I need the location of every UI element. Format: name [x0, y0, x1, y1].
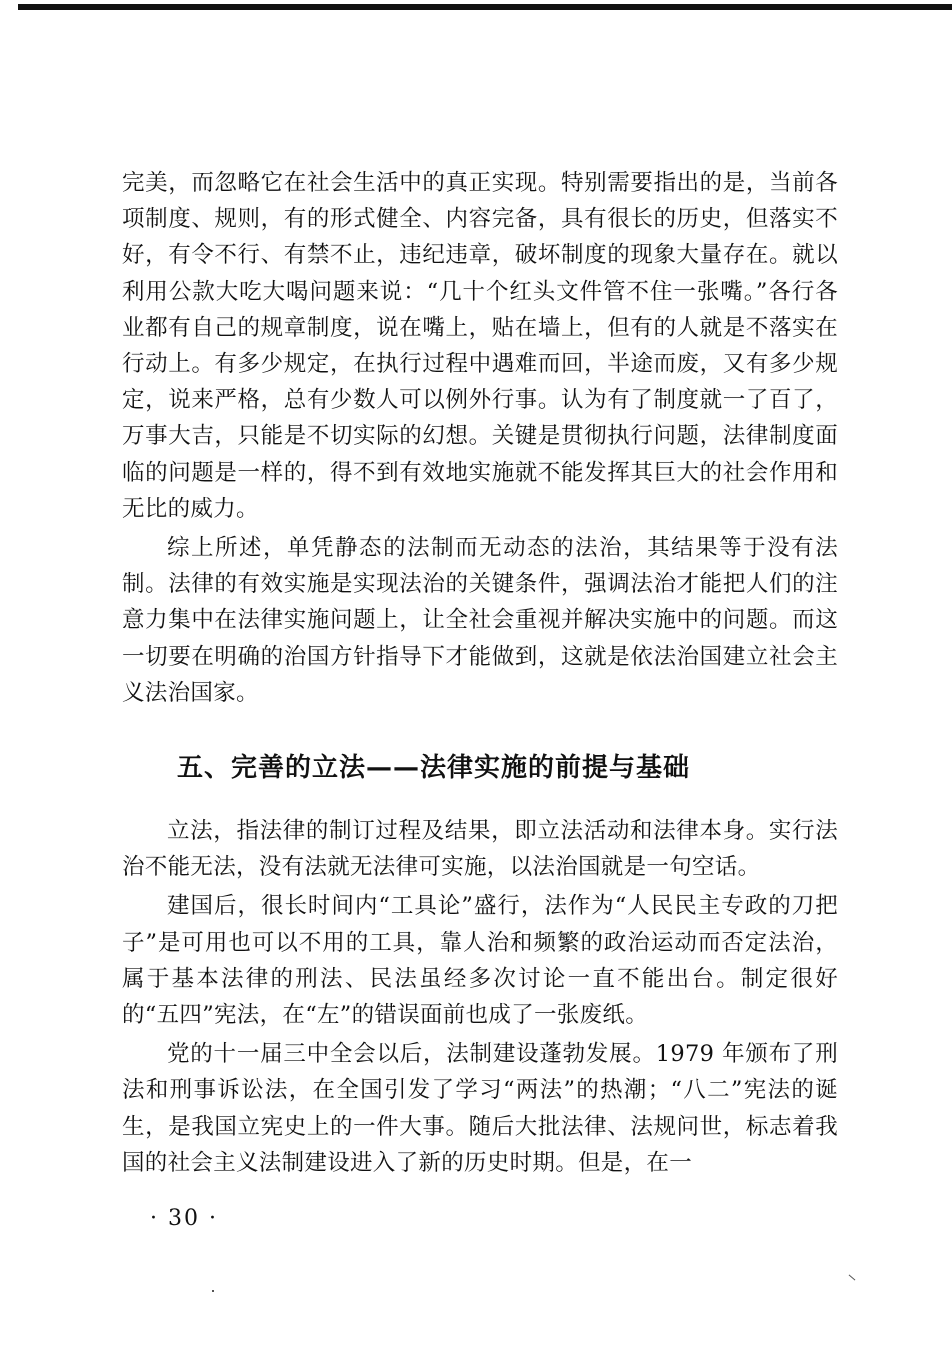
top-border-rule	[18, 4, 952, 10]
paragraph-legislation-definition: 立法，指法律的制订过程及结果，即立法活动和法律本身。实行法治不能无法，没有法就无法律可实施，以法治国就是一句空话。	[122, 818, 838, 881]
section-heading: 五、完善的立法——法律实施的前提与基础	[177, 753, 691, 784]
paragraph-summary: 综上所述，单凭静态的法制而无动态的法治，其结果等于没有法制。法律的有效实施是实现法治的关键条件，强调法治才能把人们的注意力集中在法律实施问题上，让全社会重视并解决实施中的问题。而这一切要在明确的治国方针指导下才能做到，这就是依法治国建立社会主义法治国家。	[122, 535, 838, 706]
scan-speck	[212, 1290, 214, 1292]
page-number: · 30 ·	[150, 1206, 218, 1231]
paragraph-continuation: 完美，而忽略它在社会生活中的真正实现。特别需要指出的是，当前各项制度、规则，有的形式健全、内容完备，具有很长的历史，但落实不好，有令不行、有禁不止，违纪违章，破坏制度的现象大量存在。就以利用公款大吃大喝问题来说：“几十个红头文件管不住一张嘴。”各行各业都有自己的规章制度，说在嘴上，贴在墙上，但有的人就是不落实在行动上。有多少规定，在执行过程中遇难而回，半途而废，又有多少规定，说来严格，总有少数人可以例外行事。认为有了制度就一了百了，万事大吉，只能是不切实际的幻想。关键是贯彻执行问题，法律制度面临的问题是一样的，得不到有效地实施就不能发挥其巨大的社会作用和无比的威力。	[122, 170, 838, 522]
page-body	[122, 165, 838, 1181]
scan-speck	[849, 1275, 856, 1281]
paragraph-reform-era: 党的十一届三中全会以后，法制建设蓬勃发展。1979 年颁布了刑法和刑事诉讼法，在全国引发了学习“两法”的热潮；“八二”宪法的诞生，是我国立宪史上的一件大事。随后大批法律、法规问世，标志着我国的社会主义法制建设进入了新的历史时期。但是，在一	[122, 1041, 838, 1176]
paragraph-post-founding: 建国后，很长时间内“工具论”盛行，法作为“人民民主专政的刀把子”是可用也可以不用的工具，靠人治和频繁的政治运动而否定法治，属于基本法律的刑法、民法虽经多次讨论一直不能出台。制定很好的“五四”宪法，在“左”的错误面前也成了一张废纸。	[122, 893, 838, 1029]
